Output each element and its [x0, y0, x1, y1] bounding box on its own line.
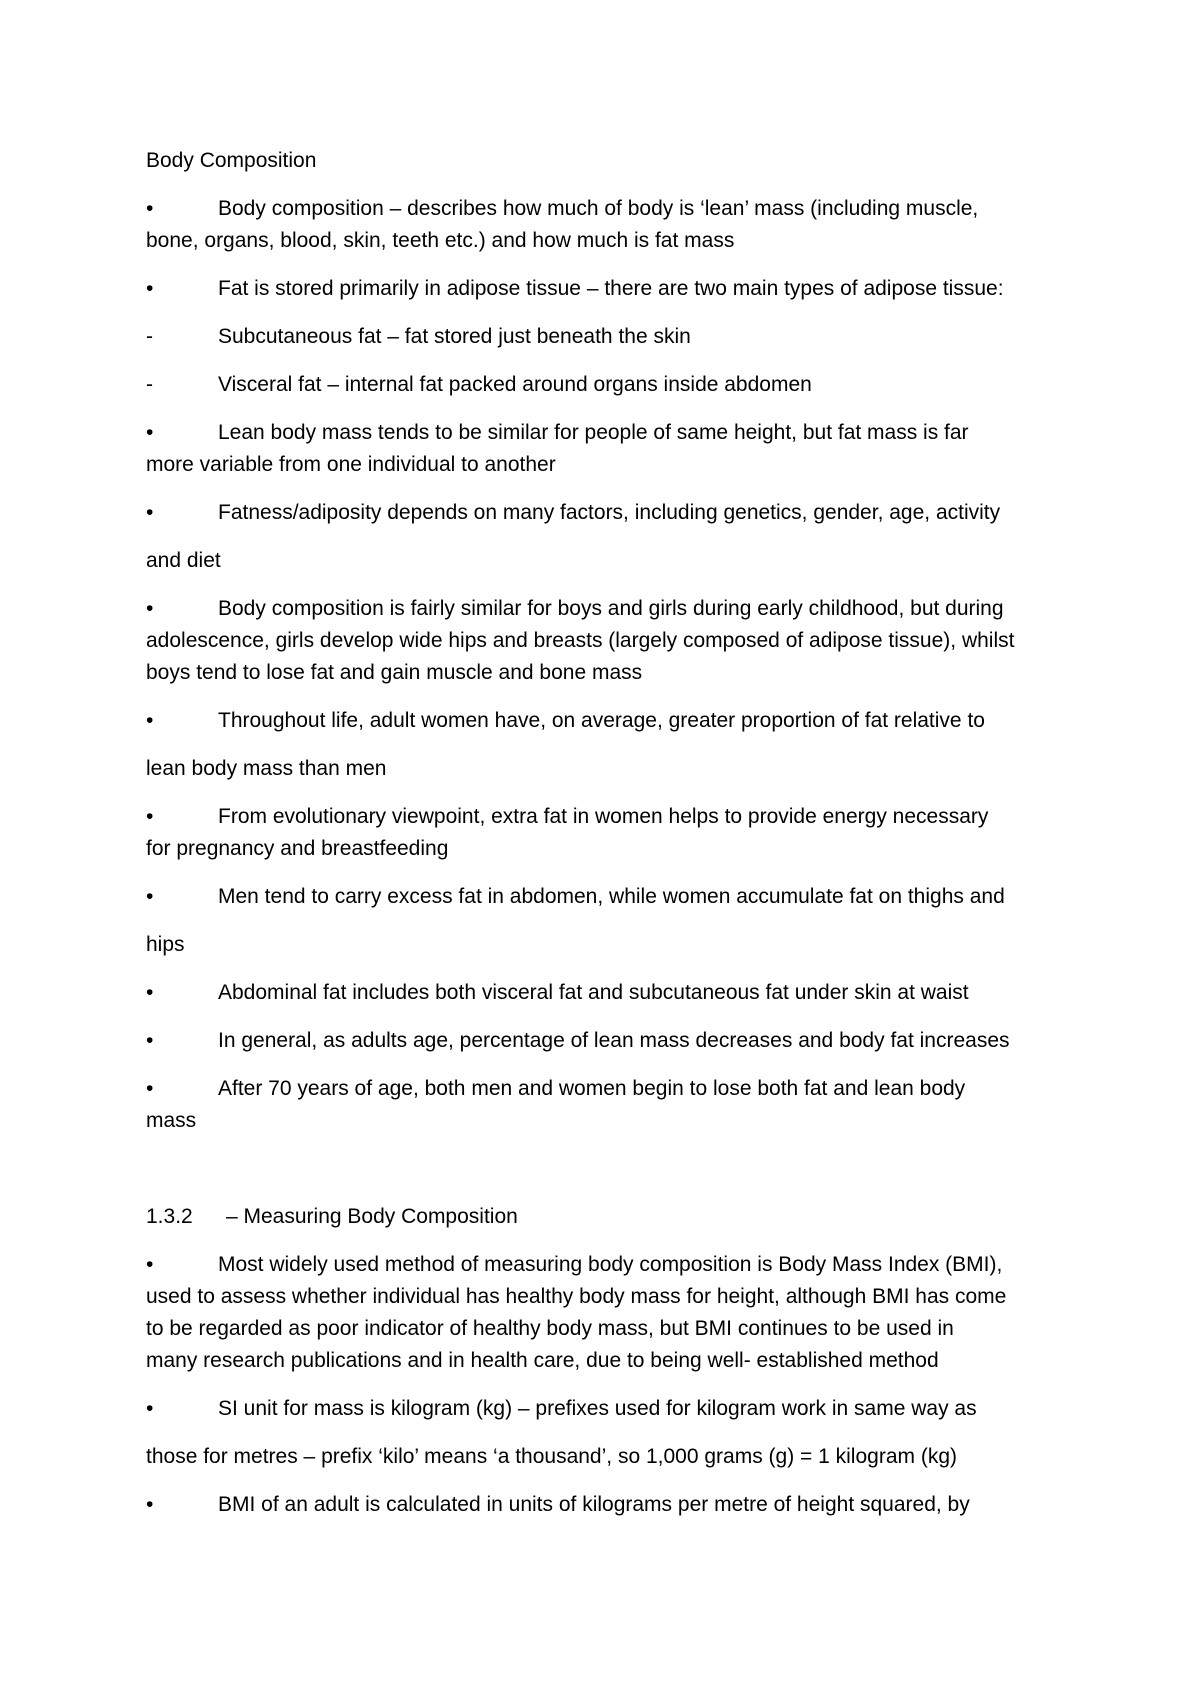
list-item-continuation: more variable from one individual to another — [146, 453, 556, 476]
bullet-marker: • — [146, 1029, 154, 1052]
list-item-text: In general, as adults age, percentage of lean mass decreases and body fat increases — [218, 1029, 1010, 1052]
list-item-text: Fat is stored primarily in adipose tissue – there are two main types of adipose tissue: — [218, 277, 1004, 300]
bullet-marker: • — [146, 197, 154, 220]
list-item-text: After 70 years of age, both men and women begin to lose both fat and lean body — [218, 1077, 966, 1100]
section-heading: Body Composition — [146, 149, 317, 172]
list-item-text: Fatness/adiposity depends on many factors, including genetics, gender, age, activity — [218, 501, 1001, 524]
list-item — [146, 1073, 1082, 1105]
list-item-text: Throughout life, adult women have, on average, greater proportion of fat relative to — [218, 709, 985, 732]
list-item-continuation: for pregnancy and breastfeeding — [146, 837, 449, 860]
bullet-marker: • — [146, 709, 154, 732]
list-item-continuation: bone, organs, blood, skin, teeth etc.) and how much is fat mass — [146, 229, 735, 252]
list-item-continuation: adolescence, girls develop wide hips and breasts (largely composed of adipose tissue), whilst — [146, 629, 1015, 652]
list-item-continuation: mass — [146, 1109, 197, 1132]
sub-list-item — [146, 321, 1082, 353]
list-item — [146, 497, 1082, 529]
bullet-marker: • — [146, 1397, 154, 1420]
list-item-text: BMI of an adult is calculated in units of kilograms per metre of height squared, by — [218, 1493, 970, 1516]
bullet-marker: • — [146, 981, 154, 1004]
section-number: 1.3.2 — [146, 1205, 193, 1228]
sub-list-item — [146, 369, 1082, 401]
list-item-continuation: those for metres – prefix ‘kilo’ means ‘a thousand’, so 1,000 grams (g) = 1 kilogram (kg) — [146, 1445, 957, 1468]
list-item-text: From evolutionary viewpoint, extra fat in women helps to provide energy necessary — [218, 805, 989, 828]
list-item — [146, 705, 1082, 737]
list-item-text: Abdominal fat includes both visceral fat and subcutaneous fat under skin at waist — [218, 981, 969, 1004]
list-item-text: Most widely used method of measuring body composition is Body Mass Index (BMI), — [218, 1253, 1003, 1276]
list-item-text: SI unit for mass is kilogram (kg) – prefixes used for kilogram work in same way as — [218, 1397, 977, 1420]
list-item-text: Body composition is fairly similar for boys and girls during early childhood, but during — [218, 597, 1004, 620]
list-item-text: Lean body mass tends to be similar for people of same height, but fat mass is far — [218, 421, 969, 444]
list-item-continuation: boys tend to lose fat and gain muscle and bone mass — [146, 661, 643, 684]
bullet-marker: • — [146, 1253, 154, 1276]
dash-marker: - — [146, 373, 153, 396]
list-item — [146, 801, 1082, 833]
bullet-marker: • — [146, 501, 154, 524]
list-item — [146, 273, 1082, 305]
list-item — [146, 977, 1082, 1009]
bullet-marker: • — [146, 597, 154, 620]
list-item — [146, 1489, 1082, 1521]
section-title: – Measuring Body Composition — [226, 1205, 518, 1228]
section-heading-2 — [146, 1201, 1082, 1233]
bullet-marker: • — [146, 1077, 154, 1100]
list-item — [146, 193, 1082, 225]
dash-marker: - — [146, 325, 153, 348]
sub-list-item-text: Subcutaneous fat – fat stored just beneath the skin — [218, 325, 691, 348]
list-item-continuation: used to assess whether individual has healthy body mass for height, although BMI has come — [146, 1285, 1007, 1308]
list-item-continuation: to be regarded as poor indicator of healthy body mass, but BMI continues to be used in — [146, 1317, 954, 1340]
list-item-text: Men tend to carry excess fat in abdomen, while women accumulate fat on thighs and — [218, 885, 1005, 908]
bullet-marker: • — [146, 885, 154, 908]
list-item — [146, 593, 1082, 625]
list-item-text: Body composition – describes how much of body is ‘lean’ mass (including muscle, — [218, 197, 979, 220]
list-item — [146, 1025, 1082, 1057]
list-item-continuation: hips — [146, 933, 185, 956]
bullet-marker: • — [146, 805, 154, 828]
sub-list-item-text: Visceral fat – internal fat packed around organs inside abdomen — [218, 373, 812, 396]
list-item — [146, 881, 1082, 913]
list-item-continuation: and diet — [146, 549, 221, 572]
bullet-marker: • — [146, 1493, 154, 1516]
bullet-marker: • — [146, 277, 154, 300]
bullet-marker: • — [146, 421, 154, 444]
list-item-continuation: lean body mass than men — [146, 757, 387, 780]
list-item — [146, 417, 1082, 449]
list-item — [146, 1393, 1082, 1425]
list-item — [146, 1249, 1082, 1281]
list-item-continuation: many research publications and in health care, due to being well- established method — [146, 1349, 939, 1372]
